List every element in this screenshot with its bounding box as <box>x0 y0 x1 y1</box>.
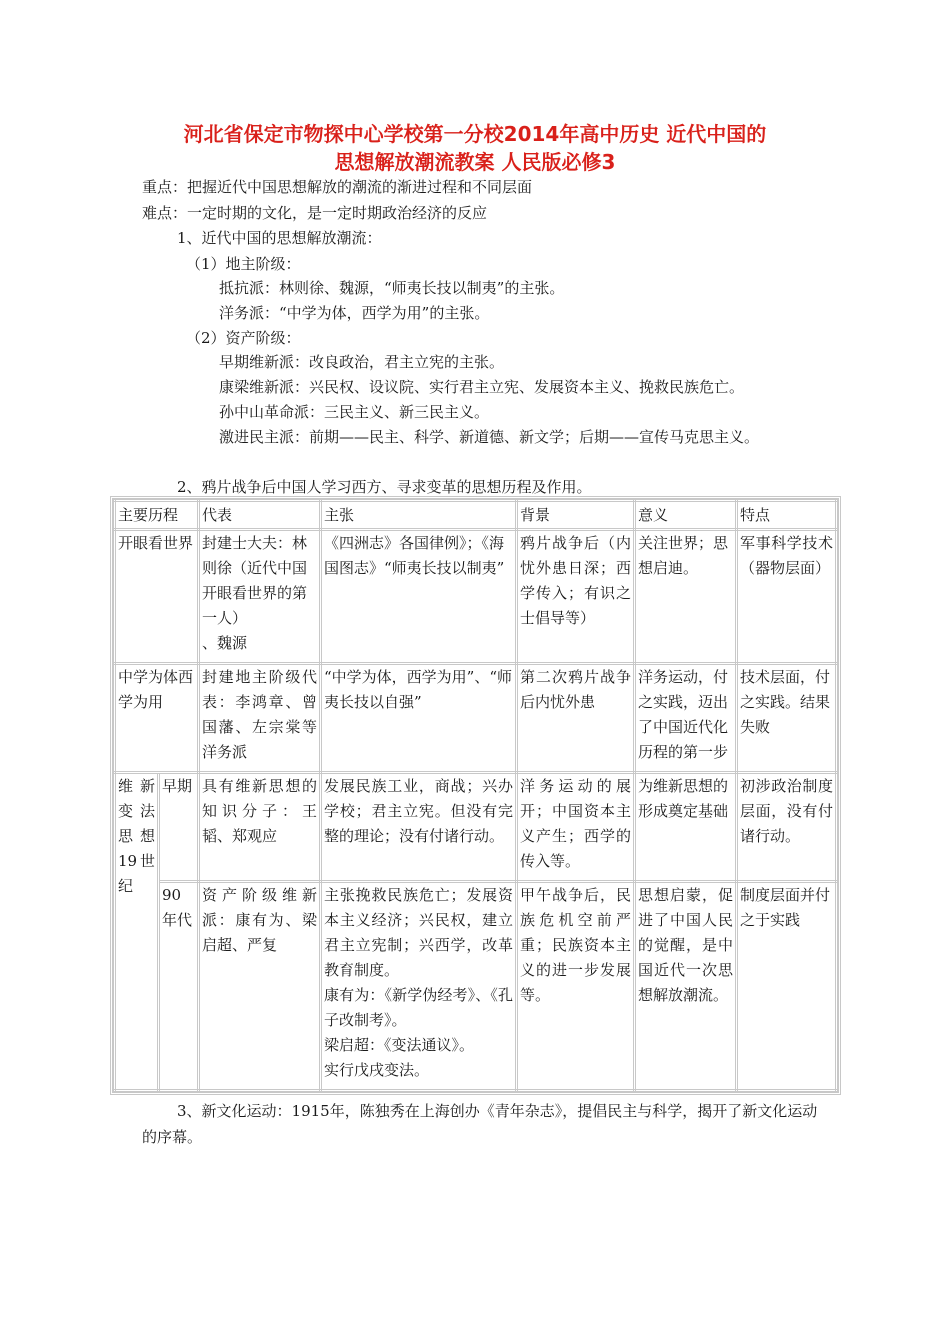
row1-representative <box>199 530 321 664</box>
section3-paragraph: 3、新文化运动：1915年，陈独秀在上海创办《青年杂志》，提倡民主与科学，揭开了新文化运动的序幕。 <box>142 1102 818 1146</box>
header-idea: 主张 <box>321 501 517 530</box>
history-table <box>113 499 838 1092</box>
reform-group-label: 维新变法思想19世纪 <box>115 773 159 1091</box>
row1-feature: 军事科学技术（器物层面） <box>737 530 837 664</box>
row1-background: 鸦片战争后（内忧外患日深；西学传入；有识之士倡导等） <box>517 530 635 664</box>
row3-meaning: 为维新思想的形成奠定基础 <box>635 773 737 882</box>
row3-subperiod: 早期 <box>159 773 199 882</box>
part1-item-resistance: 抵抗派：林则徐、魏源，“师夷长技以制夷”的主张。 <box>219 279 565 297</box>
table-row <box>115 773 837 882</box>
part2-item-sun: 孙中山革命派：三民主义、新三民主义。 <box>219 403 490 421</box>
row2-idea: “中学为体，西学为用”、“师夷长技以自强” <box>321 664 517 773</box>
section2-heading: 2、鸦片战争后中国人学习西方、寻求变革的思想历程及作用。 <box>177 478 592 496</box>
header-representative: 代表 <box>199 501 321 530</box>
row4-representative: 资产阶级维新派：康有为、梁启超、严复 <box>199 882 321 1091</box>
header-stage: 主要历程 <box>115 501 199 530</box>
header-feature: 特点 <box>737 501 837 530</box>
part1-heading: （1）地主阶级： <box>186 255 301 273</box>
row4-feature: 制度层面并付之于实践 <box>737 882 837 1091</box>
section1-heading: 1、近代中国的思想解放潮流： <box>177 229 382 247</box>
row3-representative: 具有维新思想的知识分子：王韬、郑观应 <box>199 773 321 882</box>
row3-background: 洋务运动的展开；中国资本主义产生；西学的传入等。 <box>517 773 635 882</box>
row1-stage: 开眼看世界 <box>115 530 199 664</box>
row2-feature: 技术层面，付之实践。结果失败 <box>737 664 837 773</box>
row3-feature: 初涉政治制度层面，没有付诸行动。 <box>737 773 837 882</box>
part2-heading: （2）资产阶级： <box>186 329 301 347</box>
part2-item-radical: 激进民主派：前期——民主、科学、新道德、新文学；后期——宣传马克思主义。 <box>219 428 760 446</box>
row3-idea: 发展民族工业，商战；兴办学校；君主立宪。但没有完整的理论；没有付诸行动。 <box>321 773 517 882</box>
row4-idea-liang: 梁启超：《变法通议》。 <box>324 1036 475 1054</box>
part2-item-kang-liang: 康梁维新派：兴民权、设议院、实行君主立宪、发展资本主义、挽救民族危亡。 <box>219 378 745 396</box>
row4-meaning: 思想启蒙，促进了中国人民的觉醒，是中国近代一次思想解放潮流。 <box>635 882 737 1091</box>
difficulty-line: 难点：一定时期的文化，是一定时期政治经济的反应 <box>142 204 488 222</box>
table-row <box>115 530 837 664</box>
row1-rep-extra: 、魏源 <box>202 634 248 652</box>
row1-rep-main: 封建士大夫：林则徐（近代中国开眼看世界的第一人） <box>202 534 308 627</box>
title-line-1: 河北省保定市物探中心学校第一分校2014年高中历史 近代中国的 <box>183 122 767 146</box>
table-row <box>115 882 837 1091</box>
part2-item-early-reform: 早期维新派：改良政治，君主立宪的主张。 <box>219 353 505 371</box>
row2-background: 第二次鸦片战争后内忧外患 <box>517 664 635 773</box>
row2-representative: 封建地主阶级代表：李鸿章、曾国藩、左宗棠等洋务派 <box>199 664 321 773</box>
table-header-row <box>115 501 837 530</box>
document-title <box>110 120 840 176</box>
row4-idea-kang: 康有为：《新学伪经考》、《孔子改制考》。 <box>324 986 514 1029</box>
row2-stage: 中学为体西学为用 <box>115 664 199 773</box>
row4-background: 甲午战争后，民族危机空前严重；民族资本主义的进一步发展等。 <box>517 882 635 1091</box>
row4-idea-practice: 实行戊戌变法。 <box>324 1061 430 1079</box>
title-line-2: 思想解放潮流教案 人民版必修3 <box>334 150 616 174</box>
table-row <box>115 664 837 773</box>
row4-idea <box>321 882 517 1091</box>
header-background: 背景 <box>517 501 635 530</box>
focus-line: 重点：把握近代中国思想解放的潮流的渐进过程和不同层面 <box>142 178 533 196</box>
row4-idea-main: 主张挽救民族危亡；发展资本主义经济；兴民权，建立君主立宪制；兴西学，改革教育制度。 <box>324 886 514 979</box>
row2-meaning: 洋务运动，付之实践，迈出了中国近代化历程的第一步 <box>635 664 737 773</box>
row4-subperiod: 90年代 <box>159 882 199 1091</box>
row1-meaning: 关注世界；思想启迪。 <box>635 530 737 664</box>
part1-item-westernization: 洋务派：“中学为体，西学为用”的主张。 <box>219 304 490 322</box>
header-meaning: 意义 <box>635 501 737 530</box>
row1-idea: 《四洲志》各国律例》；《海国图志》“师夷长技以制夷” <box>321 530 517 664</box>
